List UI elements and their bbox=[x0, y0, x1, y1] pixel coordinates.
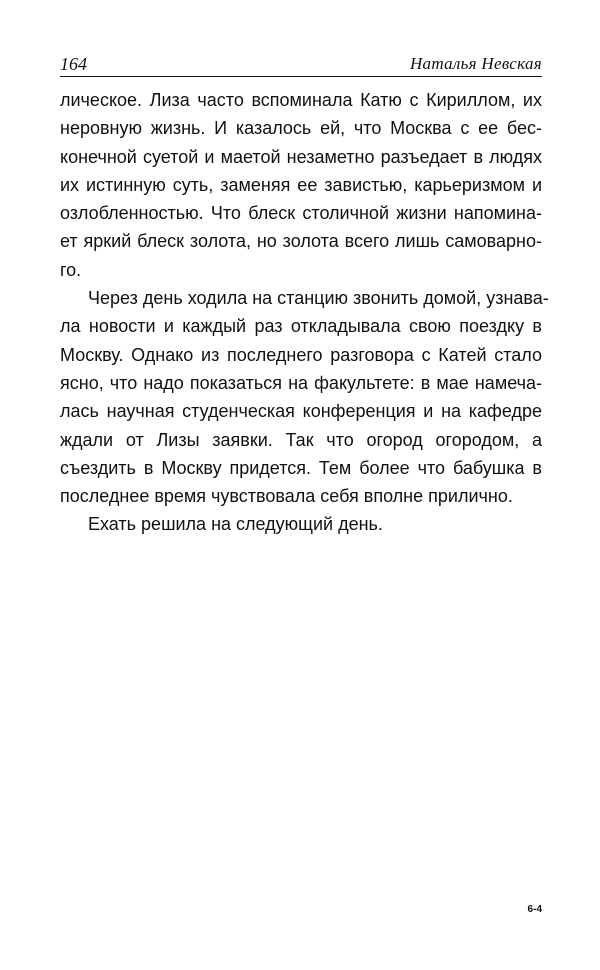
text-line: конечной суетой и маетой незаметно разъедает в людях bbox=[60, 146, 542, 167]
paragraph-2 bbox=[60, 284, 549, 510]
header-rule bbox=[60, 76, 542, 77]
text-line: озлобленностью. Что блеск столичной жизни напомина- bbox=[60, 203, 542, 224]
text-line: последнее время чувствовала себя вполне прилично. bbox=[60, 486, 513, 507]
paragraph-1 bbox=[60, 86, 542, 284]
text-line: лась научная студенческая конференция и на кафедре bbox=[60, 401, 542, 422]
text-line: Ехать решила на следующий день. bbox=[88, 514, 383, 535]
text-line: Через день ходила на станцию звонить домой, узнава- bbox=[88, 288, 549, 309]
text-line: их истинную суть, заменяя ее завистью, карьеризмом и bbox=[60, 174, 542, 195]
text-line: ет яркий блеск золота, но золота всего лишь самоварно- bbox=[60, 231, 542, 252]
text-line: неровную жизнь. И казалось ей, что Москва с ее бес- bbox=[60, 118, 542, 139]
page-number: 164 bbox=[60, 54, 87, 74]
text-line: лическое. Лиза часто вспоминала Катю с Кириллом, их bbox=[60, 90, 542, 110]
printer-signature-mark: 6-4 bbox=[527, 904, 542, 915]
text-line: Москву. Однако из последнего разговора с Катей стало bbox=[60, 344, 542, 365]
page-header bbox=[60, 48, 542, 78]
running-title: Наталья Невская bbox=[409, 54, 542, 73]
text-line: ждали от Лизы заявки. Так что огород огородом, а bbox=[60, 429, 542, 450]
paragraph-3 bbox=[60, 510, 542, 538]
body-text bbox=[60, 86, 549, 539]
text-line: го. bbox=[60, 259, 82, 280]
text-line: ла новости и каждый раз откладывала свою поездку в bbox=[60, 316, 542, 337]
text-line: ясно, что надо показаться на факультете: в мае намеча- bbox=[60, 372, 542, 393]
text-line: съездить в Москву придется. Тем более что бабушка в bbox=[60, 457, 542, 478]
